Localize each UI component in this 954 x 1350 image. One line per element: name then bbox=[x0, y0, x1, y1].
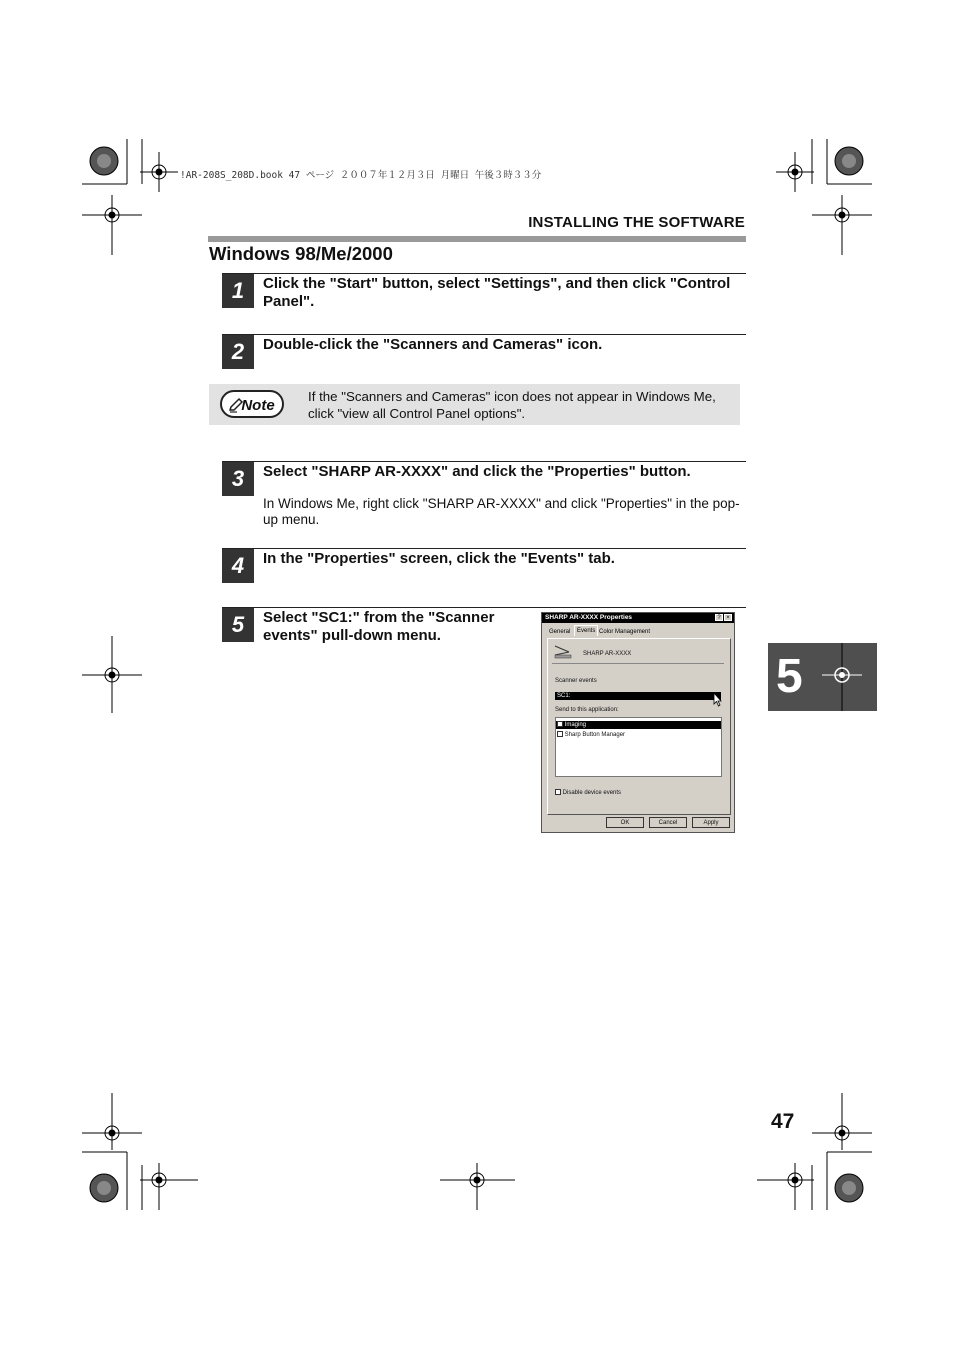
disable-events-option[interactable] bbox=[555, 789, 621, 797]
chapter-number: 5 bbox=[776, 650, 803, 703]
step-number: 2 bbox=[222, 335, 254, 369]
step-instruction: Click the "Start" button, select "Settings", and then click "Control Panel". bbox=[263, 275, 731, 310]
step-divider bbox=[222, 461, 746, 462]
note-box bbox=[209, 384, 740, 425]
dropdown-value: SC1: bbox=[557, 693, 571, 699]
page-heading: Windows 98/Me/2000 bbox=[209, 243, 393, 264]
chapter-tab bbox=[768, 643, 877, 711]
list-item[interactable] bbox=[556, 731, 721, 739]
step-instruction: Double-click the "Scanners and Cameras" icon. bbox=[263, 336, 603, 353]
disable-events-label: Disable device events bbox=[562, 790, 622, 796]
list-item[interactable] bbox=[556, 721, 721, 729]
registration-mark-icon bbox=[822, 643, 862, 711]
pencil-icon bbox=[228, 397, 244, 413]
section-rule bbox=[208, 236, 746, 242]
ok-button[interactable]: OK bbox=[606, 817, 644, 828]
cancel-button[interactable]: Cancel bbox=[649, 817, 687, 828]
page-number: 47 bbox=[771, 1110, 795, 1133]
note-text: If the "Scanners and Cameras" icon does not appear in Windows Me, click "view all Control Panel options". bbox=[308, 389, 716, 421]
step-divider bbox=[222, 548, 746, 549]
close-button[interactable]: × bbox=[724, 614, 732, 621]
scanner-icon bbox=[554, 643, 572, 659]
send-to-label: Send to this application: bbox=[555, 707, 619, 713]
print-metadata: !AR-208S_208D.book 47 ページ ２００７年１２月３日 月曜日 午後３時３３分 bbox=[180, 170, 542, 181]
checkbox-checked[interactable] bbox=[557, 731, 563, 737]
application-list[interactable] bbox=[555, 717, 722, 777]
app-name: Sharp Button Manager bbox=[564, 732, 626, 738]
checkbox-unchecked[interactable] bbox=[555, 789, 561, 795]
tab-events[interactable]: Events bbox=[574, 625, 598, 636]
cursor-icon bbox=[713, 692, 722, 708]
step-divider bbox=[222, 334, 746, 335]
step-instruction: Select "SC1:" from the "Scanner events" pull-down menu. bbox=[263, 609, 495, 644]
step-divider bbox=[222, 607, 746, 608]
dialog-title: SHARP AR-XXXX Properties bbox=[542, 613, 734, 623]
step-number: 3 bbox=[222, 462, 254, 496]
apply-button[interactable]: Apply bbox=[692, 817, 730, 828]
tab-color-management[interactable]: Color Management bbox=[599, 629, 651, 635]
note-badge bbox=[220, 390, 284, 418]
step-number: 4 bbox=[222, 549, 254, 583]
step-number: 5 bbox=[222, 608, 254, 642]
events-panel bbox=[547, 638, 731, 815]
step-divider bbox=[222, 273, 746, 274]
panel-divider bbox=[552, 663, 724, 664]
scanner-events-dropdown[interactable] bbox=[555, 692, 721, 700]
step-detail: In Windows Me, right click "SHARP AR-XXXX" and click "Properties" in the pop-up menu. bbox=[263, 496, 740, 527]
step-instruction: Select "SHARP AR-XXXX" and click the "Properties" button. bbox=[263, 463, 691, 480]
tab-general[interactable]: General bbox=[549, 629, 571, 635]
step-instruction: In the "Properties" screen, click the "Events" tab. bbox=[263, 550, 615, 567]
step-number: 1 bbox=[222, 274, 254, 308]
app-name: Imaging bbox=[564, 722, 587, 728]
checkbox-checked[interactable] bbox=[557, 721, 563, 727]
properties-dialog-screenshot bbox=[541, 612, 735, 833]
device-name: SHARP AR-XXXX bbox=[583, 651, 632, 657]
scanner-events-label: Scanner events bbox=[555, 678, 597, 684]
section-header: INSTALLING THE SOFTWARE bbox=[528, 214, 745, 231]
note-label: Note bbox=[241, 397, 275, 414]
help-button[interactable]: ? bbox=[715, 614, 723, 621]
